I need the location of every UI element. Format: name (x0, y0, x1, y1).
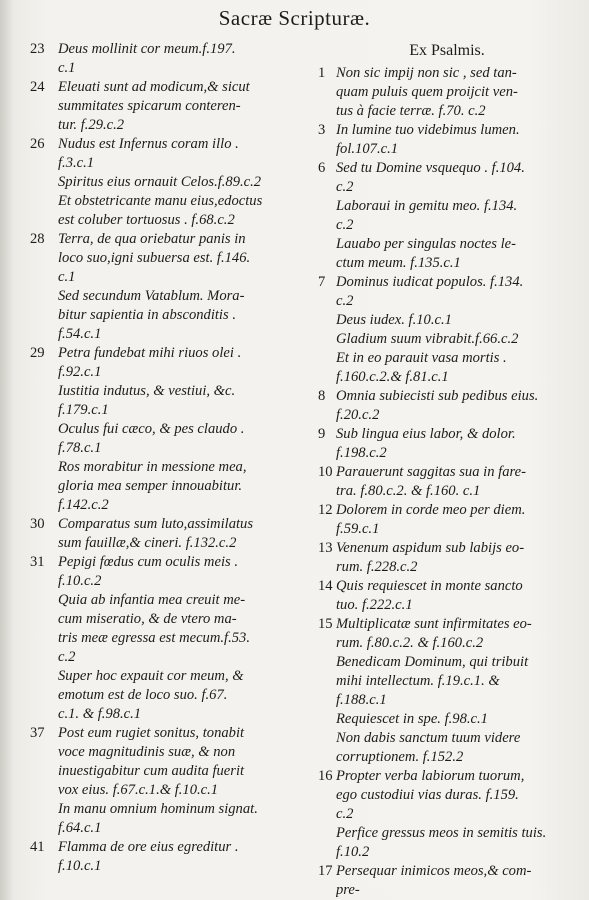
verse-text-line: Spiritus eius ornauit Celos.f.89.c.2 (58, 174, 262, 190)
verse-text-line: Persequar inimicos meos,& com- (336, 863, 532, 879)
running-head: Sacræ Scripturæ. (218, 6, 371, 30)
verse-text-line: tris meæ egressa est mecum.f.53. (58, 630, 250, 646)
verse-number: 14 (318, 578, 333, 594)
verse-text-line: rum. f.80.c.2. & f.160.c.2 (336, 635, 484, 651)
verse-text-line: est coluber tortuosus . f.68.c.2 (58, 212, 235, 228)
verse-text-line: Terra, de qua oriebatur panis in (58, 231, 246, 247)
verse-text-line: Sed tu Domine vsquequo . f.104. (336, 160, 525, 176)
verse-text-line: rum. f.228.c.2 (336, 559, 418, 575)
verse-number: 41 (30, 839, 45, 855)
verse-number: 23 (30, 41, 45, 57)
verse-text-line: f.92.c.1 (58, 364, 102, 380)
verse-text-line: Petra fundebat mihi riuos olei . (58, 345, 242, 361)
verse-text-line: fol.107.c.1 (336, 141, 399, 157)
verse-text-line: f.10.2 (336, 844, 370, 860)
verse-entry (30, 724, 302, 838)
verse-text-line: ego custodiui vias duras. f.159. (336, 787, 519, 803)
verse-number: 8 (318, 388, 326, 404)
verse-text-line: pre- (336, 882, 360, 898)
verse-text-line: sum fauillæ,& cineri. f.132.c.2 (58, 535, 237, 551)
verse-number: 24 (30, 79, 45, 95)
verse-text-line: loco suo,igni subuersa est. f.146. (58, 250, 251, 266)
verse-entry (318, 64, 576, 121)
verse-text-line: Iustitia indutus, & vestiui, &c. (58, 383, 236, 399)
verse-text-line: emotum est de loco suo. f.67. (58, 687, 228, 703)
verse-text-line: corruptionem. f.152.2 (336, 749, 464, 765)
verse-text-line: Quia ab infantia mea creuit me- (58, 592, 246, 608)
verse-text-line: vox eius. f.67.c.1.& f.10.c.1 (58, 782, 219, 798)
verse-text-line: Venenum aspidum sub labijs eo- (336, 540, 525, 556)
verse-text-line: Et obstetricante manu eius,edoctus (58, 193, 263, 209)
verse-text-line: f.54.c.1 (58, 326, 102, 342)
verse-entry (30, 40, 302, 78)
verse-entry (318, 121, 576, 159)
verse-entry (318, 862, 576, 900)
verse-text-line: Ros morabitur in messione mea, (58, 459, 247, 475)
verse-number: 16 (318, 768, 333, 784)
verse-text-line: mihi intellectum. f.19.c.1. & (336, 673, 500, 689)
verse-text-line: Lauabo per singulas noctes le- (336, 236, 516, 252)
verse-text-line: Deus iudex. f.10.c.1 (336, 312, 452, 328)
verse-entry (318, 273, 576, 387)
verse-text-line: Gladium suum vibrabit.f.66.c.2 (336, 331, 519, 347)
verse-number: 26 (30, 136, 45, 152)
verse-entry (30, 135, 302, 230)
verse-text-line: c.1 (58, 269, 76, 285)
verse-text-line: f.10.c.1 (58, 858, 102, 874)
verse-text-line: Propter verba labiorum tuorum, (336, 768, 525, 784)
verse-entry (318, 539, 576, 577)
verse-text-line: c.2 (336, 217, 354, 233)
verse-text-line: f.10.c.2 (58, 573, 102, 589)
verse-text-line: Multiplicatæ sunt infirmitates eo- (336, 616, 532, 632)
verse-text-line: Super hoc expauit cor meum, & (58, 668, 244, 684)
verse-text-line: summitates spicarum conteren- (58, 98, 241, 114)
verse-text-line: In lumine tuo videbimus lumen. (336, 122, 520, 138)
verse-text-line: f.142.c.2 (58, 497, 109, 513)
verse-text-line: inuestigabitur cum audita fuerit (58, 763, 245, 779)
verse-text-line: ctum meum. f.135.c.1 (336, 255, 461, 271)
verse-entry (318, 425, 576, 463)
verse-text-line: Flamma de ore eius egreditur . (58, 839, 239, 855)
verse-number: 28 (30, 231, 45, 247)
left-column (30, 40, 302, 876)
verse-number: 29 (30, 345, 45, 361)
verse-text-line: tus à facie terræ. f.70. c.2 (336, 103, 486, 119)
verse-entry (30, 78, 302, 135)
verse-text-line: f.59.c.1 (336, 521, 380, 537)
verse-text-line: Non sic impij non sic , sed tan- (336, 65, 517, 81)
verse-number: 15 (318, 616, 333, 632)
verse-text-line: Dominus iudicat populos. f.134. (336, 274, 524, 290)
verse-text-line: tuo. f.222.c.1 (336, 597, 413, 613)
verse-number: 3 (318, 122, 326, 138)
verse-number: 37 (30, 725, 45, 741)
verse-entry (30, 515, 302, 553)
verse-number: 1 (318, 65, 326, 81)
verse-text-line: Parauerunt saggitas sua in fare- (336, 464, 526, 480)
verse-text-line: f.188.c.1 (336, 692, 387, 708)
verse-text-line: Dolorem in corde meo per diem. (336, 502, 526, 518)
verse-text-line: Et in eo parauit vasa mortis . (336, 350, 507, 366)
verse-text-line: tur. f.29.c.2 (58, 117, 125, 133)
verse-entry (30, 230, 302, 344)
verse-text-line: Quis requiescet in monte sancto (336, 578, 523, 594)
verse-text-line: f.198.c.2 (336, 445, 387, 461)
verse-text-line: c.2 (336, 293, 354, 309)
verse-text-line: gloria mea semper innouabitur. (58, 478, 243, 494)
verse-number: 12 (318, 502, 333, 518)
verse-number: 9 (318, 426, 326, 442)
gutter-shadow (0, 0, 14, 900)
verse-text-line: Requiescet in spe. f.98.c.1 (336, 711, 488, 727)
verse-entry (318, 767, 576, 862)
verse-text-line: Post eum rugiet sonitus, tonabit (58, 725, 245, 741)
verse-text-line: Non dabis sanctum tuum videre (336, 730, 521, 746)
verse-text-line: quam puluis quem proijcit ven- (336, 84, 518, 100)
verse-entry (30, 553, 302, 724)
verse-number: 13 (318, 540, 333, 556)
verse-text-line: Laboraui in gemitu meo. f.134. (336, 198, 518, 214)
verse-text-line: f.64.c.1 (58, 820, 102, 836)
verse-entry (318, 577, 576, 615)
verse-text-line: c.1 (58, 60, 76, 76)
verse-entry (318, 387, 576, 425)
right-column (318, 40, 576, 900)
verse-text-line: c.2 (336, 806, 354, 822)
verse-text-line: f.20.c.2 (336, 407, 380, 423)
verse-text-line: c.2 (336, 179, 354, 195)
verse-entry (30, 344, 302, 515)
verse-number: 7 (318, 274, 326, 290)
verse-text-line: c.1. & f.98.c.1 (58, 706, 142, 722)
verse-text-line: f.78.c.1 (58, 440, 102, 456)
verse-text-line: Comparatus sum luto,assimilatus (58, 516, 254, 532)
verse-entry (318, 159, 576, 273)
verse-number: 30 (30, 516, 45, 532)
verse-entry (318, 501, 576, 539)
verse-text-line: Sub lingua eius labor, & dolor. (336, 426, 516, 442)
verse-text-line: voce magnitudinis suæ, & non (58, 744, 236, 760)
verse-entry (318, 615, 576, 767)
verse-number: 6 (318, 160, 326, 176)
verse-text-line: Pepigi fœdus cum oculis meis . (58, 554, 238, 570)
verse-text-line: Nudus est Infernus coram illo . (58, 136, 239, 152)
verse-text-line: Perfice gressus meos in semitis tuis. (336, 825, 547, 841)
verse-text-line: f.3.c.1 (58, 155, 95, 171)
verse-text-line: Oculus fui cæco, & pes claudo . (58, 421, 245, 437)
verse-text-line: Sed secundum Vatablum. Mora- (58, 288, 245, 304)
verse-text-line: Omnia subiecisti sub pedibus eius. (336, 388, 539, 404)
verse-text-line: Eleuati sunt ad modicum,& sicut (58, 79, 250, 95)
verse-number: 10 (318, 464, 333, 480)
verse-entry (318, 463, 576, 501)
verse-text-line: tra. f.80.c.2. & f.160. c.1 (336, 483, 481, 499)
right-column-entries (318, 64, 576, 900)
verse-number: 17 (318, 863, 333, 879)
verse-number: 31 (30, 554, 45, 570)
verse-text-line: cum miseratio, & de vtero ma- (58, 611, 237, 627)
verse-text-line: In manu omnium hominum signat. (58, 801, 258, 817)
verse-text-line: Deus mollinit cor meum.f.197. (58, 41, 236, 57)
verse-text-line: Benedicam Dominum, qui tribuit (336, 654, 529, 670)
verse-text-line: c.2 (58, 649, 76, 665)
verse-text-line: bitur sapientia in absconditis . (58, 307, 236, 323)
verse-text-line: f.160.c.2.& f.81.c.1 (336, 369, 449, 385)
verse-entry (30, 838, 302, 876)
verse-text-line: f.179.c.1 (58, 402, 109, 418)
section-title: Ex Psalmis. (409, 42, 485, 59)
